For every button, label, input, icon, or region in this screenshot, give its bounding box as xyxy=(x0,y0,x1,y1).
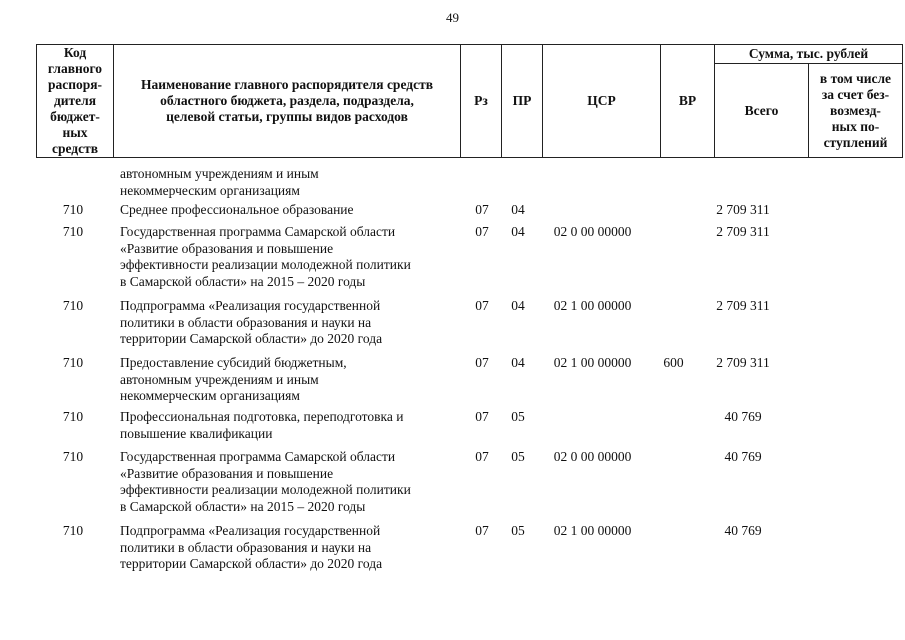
row-name-line: Государственная программа Самарской области xyxy=(120,224,396,239)
row-csr: 02 0 00 00000 xyxy=(553,449,632,464)
row-name-line: Государственная программа Самарской области xyxy=(120,449,396,464)
row-kod: 710 xyxy=(62,523,84,538)
row-csr: 02 1 00 00000 xyxy=(553,355,632,370)
row-name xyxy=(120,449,460,515)
row-all: 40 769 xyxy=(724,409,762,424)
row-name-line: территории Самарской области» до 2020 года xyxy=(120,331,383,346)
header-free-line: за счет без- xyxy=(821,86,890,102)
row-csr: 02 1 00 00000 xyxy=(553,298,632,313)
row-rz: 07 xyxy=(475,202,489,217)
row-rz: 07 xyxy=(475,523,489,538)
row-name xyxy=(120,298,460,348)
header-name-line: Наименование главного распорядителя средств xyxy=(140,77,433,92)
row-pr: 05 xyxy=(511,449,525,464)
header-free-line: в том числе xyxy=(819,70,892,86)
row-pr: 04 xyxy=(511,298,525,313)
row-all: 2 709 311 xyxy=(716,224,770,239)
row-pr: 04 xyxy=(511,202,525,217)
header-free-line: возмезд- xyxy=(830,102,881,118)
row-name-line: автономным учреждениям и иным xyxy=(120,166,319,181)
header-kod-line: главного xyxy=(47,61,103,76)
row-name-line: в Самарской области» на 2015 – 2020 годы xyxy=(120,273,366,289)
row-vr: 600 xyxy=(663,355,684,370)
row-kod: 710 xyxy=(62,202,84,217)
row-kod: 710 xyxy=(62,298,84,313)
row-name xyxy=(120,166,460,199)
row-name-line: эффективности реализации молодежной политики xyxy=(120,257,411,272)
row-name-line: Профессиональная подготовка, переподготовка и xyxy=(120,409,404,424)
header-name xyxy=(114,45,461,158)
header-kod xyxy=(37,45,114,158)
row-name-line: «Развитие образования и повышение xyxy=(120,465,334,481)
table-row xyxy=(36,409,888,449)
table-row xyxy=(36,224,888,298)
row-pr: 05 xyxy=(511,409,525,424)
row-kod: 710 xyxy=(62,355,84,370)
row-all: 2 709 311 xyxy=(716,298,770,313)
row-rz: 07 xyxy=(475,409,489,424)
header-name-line: целевой статьи, группы видов расходов xyxy=(166,109,408,124)
page-number: 49 xyxy=(446,10,459,25)
row-name-line: некоммерческим организациям xyxy=(120,182,300,198)
row-name xyxy=(120,224,460,290)
row-all: 40 769 xyxy=(724,523,762,538)
row-name-line: политики в области образования и науки на xyxy=(120,314,372,330)
header-pr: ПР xyxy=(502,45,543,158)
header-name-line: областного бюджета, раздела, подраздела, xyxy=(160,93,414,108)
row-name-line: некоммерческим организациям xyxy=(120,388,300,403)
row-name-line: эффективности реализации молодежной политики xyxy=(120,482,411,497)
header-free-line: ных по- xyxy=(831,118,880,134)
table-row xyxy=(36,202,888,224)
row-rz: 07 xyxy=(475,449,489,464)
row-rz: 07 xyxy=(475,298,489,313)
row-rz: 07 xyxy=(475,355,489,370)
table-row xyxy=(36,449,888,523)
header-kod-line: Код xyxy=(63,45,87,60)
row-name-line: политики в области образования и науки на xyxy=(120,539,372,555)
header-free-line: ступлений xyxy=(823,134,888,150)
table-row xyxy=(36,523,888,580)
table-row xyxy=(36,355,888,409)
header-all: Всего xyxy=(715,64,809,158)
row-name xyxy=(120,523,460,573)
row-all: 40 769 xyxy=(724,449,762,464)
row-name-line: в Самарской области» на 2015 – 2020 годы xyxy=(120,498,366,514)
row-name-line: Среднее профессиональное образование xyxy=(120,202,354,217)
header-free xyxy=(809,64,903,158)
header-kod-line: ных xyxy=(62,125,88,140)
row-kod: 710 xyxy=(62,449,84,464)
header-vr: ВР xyxy=(661,45,715,158)
row-pr: 05 xyxy=(511,523,525,538)
row-name-line: автономным учреждениям и иным xyxy=(120,371,319,387)
row-kod: 710 xyxy=(62,224,84,239)
row-kod: 710 xyxy=(62,409,84,424)
row-csr: 02 0 00 00000 xyxy=(553,224,632,239)
row-rz: 07 xyxy=(475,224,489,239)
row-name xyxy=(120,202,460,219)
row-name xyxy=(120,355,460,405)
table-row xyxy=(36,298,888,355)
row-pr: 04 xyxy=(511,224,525,239)
table-header xyxy=(36,44,903,158)
row-pr: 04 xyxy=(511,355,525,370)
header-kod-line: дителя xyxy=(53,93,97,108)
row-name-line: территории Самарской области» до 2020 года xyxy=(120,556,383,571)
row-name-line: Подпрограмма «Реализация государственной xyxy=(120,298,381,313)
header-kod-line: средств xyxy=(51,141,99,156)
header-csr: ЦСР xyxy=(543,45,661,158)
row-all: 2 709 311 xyxy=(716,202,770,217)
table-row xyxy=(36,166,888,202)
row-name xyxy=(120,409,460,442)
header-rz: Рз xyxy=(461,45,502,158)
row-name-line: Предоставление субсидий бюджетным, xyxy=(120,355,347,370)
header-kod-line: распоря- xyxy=(47,77,103,92)
row-name-line: «Развитие образования и повышение xyxy=(120,240,334,256)
row-csr: 02 1 00 00000 xyxy=(553,523,632,538)
header-sum: Сумма, тыс. рублей xyxy=(715,45,903,64)
header-kod-line: бюджет- xyxy=(50,109,100,124)
row-name-line: Подпрограмма «Реализация государственной xyxy=(120,523,381,538)
table-body xyxy=(36,166,888,580)
row-all: 2 709 311 xyxy=(716,355,770,370)
row-name-line: повышение квалификации xyxy=(120,425,273,441)
